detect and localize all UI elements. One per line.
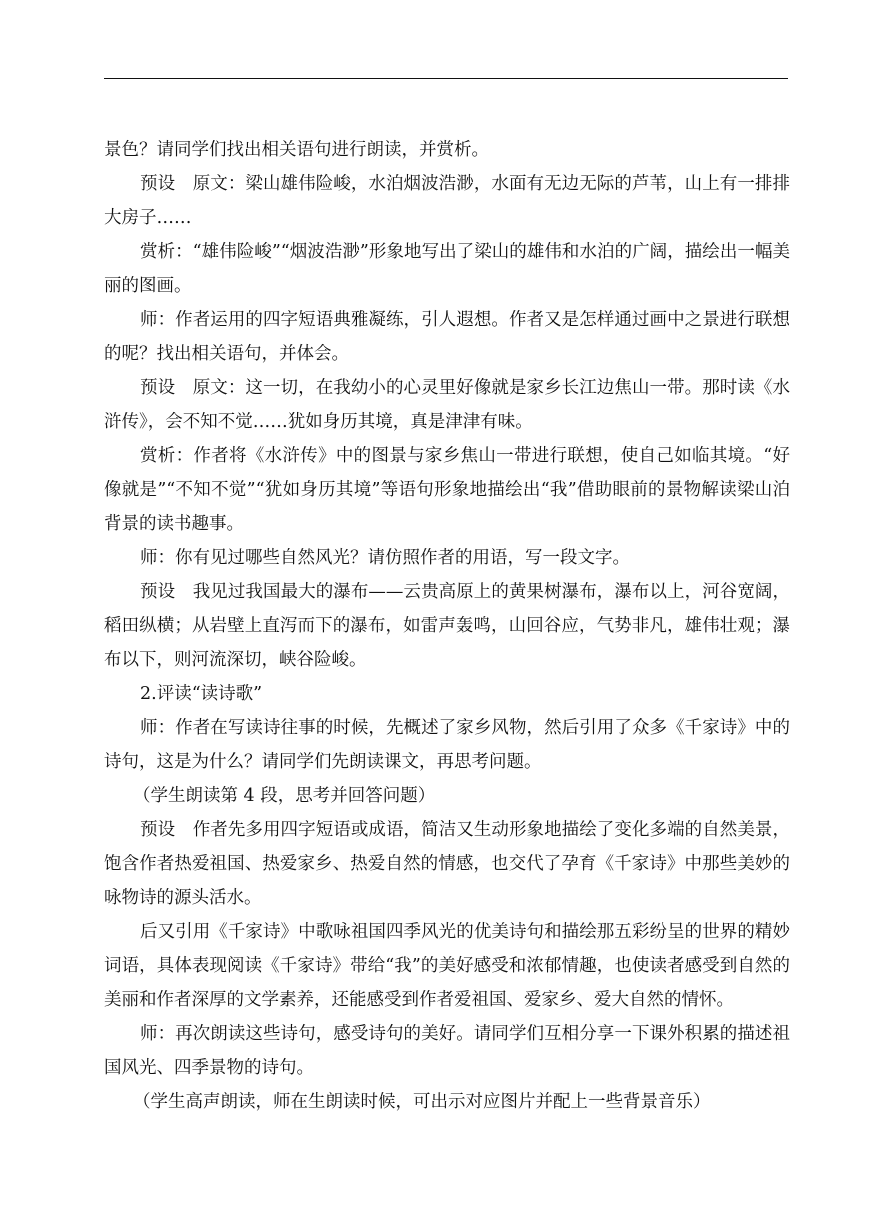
document-body — [104, 133, 790, 1119]
paragraph: 景色？请同学们找出相关语句进行朗读，并赏析。 — [104, 140, 489, 160]
paragraph: 预设 原文：梁山雄伟险峻，水泊烟波浩渺，水面有无边无际的芦苇，山上有一排排大房子…… — [104, 174, 790, 228]
paragraph: 预设 我见过我国最大的瀑布——云贵高原上的黄果树瀑布，瀑布以上，河谷宽阔，稻田纵横；从岩壁上直泻而下的瀑布，如雷声轰鸣，山回谷应，气势非凡，雄伟壮观；瀑布以下，则河流深切，峡谷险峻。 — [104, 582, 790, 670]
stage-note: （学生高声朗读，师在生朗读时候，可出示对应图片并配上一些背景音乐） — [133, 1092, 711, 1112]
paragraph: 赏析：作者将《水浒传》中的图景与家乡焦山一带进行联想，使自己如临其境。“好像就是”“不知不觉”“犹如身历其境”等语句形象地描绘出“我”借助眼前的景物解读梁山泊背景的读书趣事。 — [104, 446, 790, 534]
paragraph: 预设 作者先多用四字短语或成语，简洁又生动形象地描绘了变化多端的自然美景，饱含作者热爱祖国、热爱家乡、热爱自然的情感，也交代了孕育《千家诗》中那些美妙的咏物诗的源头活水。 — [104, 820, 790, 908]
paragraph: 师：作者运用的四字短语典雅凝练，引人遐想。作者又是怎样通过画中之景进行联想的呢？找出相关语句，并体会。 — [104, 310, 790, 364]
header-rule — [104, 78, 788, 79]
paragraph: 师：你有见过哪些自然风光？请仿照作者的用语，写一段文字。 — [140, 548, 630, 568]
paragraph: 师：作者在写读诗往事的时候，先概述了家乡风物，然后引用了众多《千家诗》中的诗句，这是为什么？请同学们先朗读课文，再思考问题。 — [104, 718, 790, 772]
paragraph: 师：再次朗读这些诗句，感受诗句的美好。请同学们互相分享一下课外积累的描述祖国风光、四季景物的诗句。 — [104, 1024, 790, 1078]
paragraph: 预设 原文：这一切，在我幼小的心灵里好像就是家乡长江边焦山一带。那时读《水浒传》，会不知不觉……犹如身历其境，真是津津有味。 — [104, 378, 790, 432]
paragraph: 赏析：“雄伟险峻”“烟波浩渺”形象地写出了梁山的雄伟和水泊的广阔，描绘出一幅美丽的图画。 — [104, 242, 790, 296]
section-heading: 2.评读“读诗歌” — [140, 684, 263, 704]
stage-note: （学生朗读第 4 段，思考并回答问题） — [133, 786, 436, 806]
paragraph: 后又引用《千家诗》中歌咏祖国四季风光的优美诗句和描绘那五彩纷呈的世界的精妙词语，具体表现阅读《千家诗》带给“我”的美好感受和浓郁情趣，也使读者感受到自然的美丽和作者深厚的文学素养，还能感受到作者爱祖国、爱家乡、爱大自然的情怀。 — [104, 922, 790, 1010]
